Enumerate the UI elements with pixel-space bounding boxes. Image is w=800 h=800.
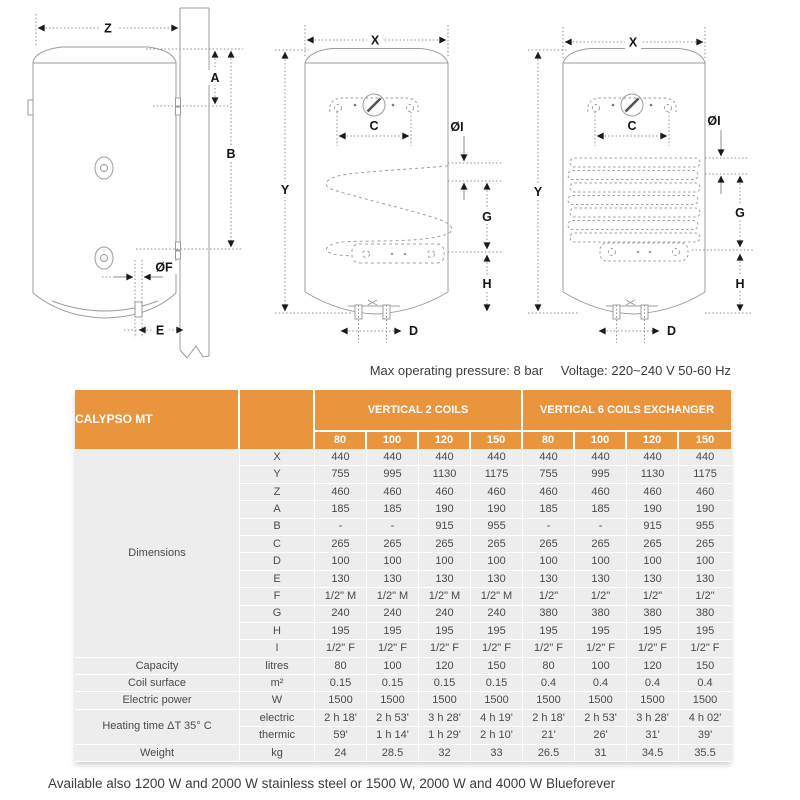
value-cell: 440: [367, 449, 419, 466]
value-cell: 1/2": [627, 588, 679, 605]
value-cell: 130: [575, 571, 627, 588]
value-cell: 100: [679, 553, 731, 570]
value-cell: 190: [679, 501, 731, 518]
value-cell: 100: [471, 553, 523, 570]
value-cell: 190: [627, 501, 679, 518]
value-cell: 240: [419, 606, 471, 623]
value-cell: 195: [367, 623, 419, 640]
value-cell: 1/2" F: [627, 640, 679, 657]
dim-label-e: E: [155, 323, 165, 338]
value-cell: 3 h 28': [419, 710, 471, 727]
value-cell: 1/2" F: [471, 640, 523, 657]
value-cell: 195: [523, 623, 575, 640]
value-cell: 120: [419, 658, 471, 675]
value-cell: 130: [679, 571, 731, 588]
dim-label-h: H: [482, 277, 492, 291]
unit-cell: X: [240, 449, 315, 466]
unit-cell: kg: [240, 745, 315, 762]
value-cell: 130: [315, 571, 367, 588]
value-cell: 2 h 10': [471, 727, 523, 744]
value-cell: 195: [679, 623, 731, 640]
value-cell: 1/2" F: [523, 640, 575, 657]
value-cell: 995: [367, 466, 419, 483]
dim-label-c: C: [627, 119, 637, 133]
value-cell: 955: [679, 519, 731, 536]
value-cell: 0.15: [471, 675, 523, 692]
size-header: 120: [627, 432, 679, 449]
value-cell: 1500: [575, 692, 627, 709]
value-cell: 31: [575, 745, 627, 762]
spec-table: [75, 390, 731, 762]
value-cell: 190: [419, 501, 471, 518]
dim-label-g: G: [735, 206, 745, 220]
size-header: 150: [679, 432, 731, 449]
value-cell: 130: [627, 571, 679, 588]
value-cell: 380: [575, 606, 627, 623]
value-cell: 0.4: [627, 675, 679, 692]
row-label: Dimensions: [75, 449, 240, 658]
value-cell: 4 h 19': [471, 710, 523, 727]
value-cell: 21': [523, 727, 575, 744]
value-cell: 34.5: [627, 745, 679, 762]
max-pressure-text: Max operating pressure: 8 bar: [369, 363, 544, 378]
value-cell: 80: [315, 658, 367, 675]
unit-cell: G: [240, 606, 315, 623]
value-cell: 59': [315, 727, 367, 744]
unit-cell: E: [240, 571, 315, 588]
value-cell: 185: [367, 501, 419, 518]
value-cell: 1500: [419, 692, 471, 709]
operating-conditions-note: [0, 363, 731, 378]
row-label: Coil surface: [75, 675, 240, 692]
value-cell: 1/2" F: [679, 640, 731, 657]
technical-drawings: [0, 0, 800, 386]
value-cell: 1/2" M: [315, 588, 367, 605]
value-cell: 460: [315, 484, 367, 501]
value-cell: 195: [419, 623, 471, 640]
wall-bracket-top: [176, 98, 181, 106]
value-cell: 240: [471, 606, 523, 623]
value-cell: 1/2" F: [315, 640, 367, 657]
value-cell: 1 h 29': [419, 727, 471, 744]
value-cell: 440: [679, 449, 731, 466]
front-view-2coils-diagram: [275, 25, 503, 343]
unit-cell: D: [240, 553, 315, 570]
value-cell: 440: [419, 449, 471, 466]
value-cell: 195: [627, 623, 679, 640]
dim-label-x: X: [628, 35, 638, 50]
value-cell: 39': [679, 727, 731, 744]
value-cell: 955: [471, 519, 523, 536]
dim-label-z: Z: [104, 21, 112, 36]
value-cell: 440: [471, 449, 523, 466]
value-cell: 150: [471, 658, 523, 675]
value-cell: 1/2" F: [575, 640, 627, 657]
value-cell: 100: [367, 658, 419, 675]
availability-note: Available also 1200 W and 2000 W stainless steel or 1500 W, 2000 W and 4000 W Blueforever: [48, 776, 616, 791]
value-cell: 460: [471, 484, 523, 501]
value-cell: 80: [523, 658, 575, 675]
value-cell: 440: [523, 449, 575, 466]
value-cell: 1500: [367, 692, 419, 709]
value-cell: 1/2": [679, 588, 731, 605]
value-cell: 1500: [523, 692, 575, 709]
value-cell: 130: [523, 571, 575, 588]
value-cell: 3 h 28': [627, 710, 679, 727]
row-label: Weight: [75, 745, 240, 762]
value-cell: 1/2" F: [367, 640, 419, 657]
value-cell: 380: [627, 606, 679, 623]
table-row: [75, 658, 731, 675]
value-cell: 32: [419, 745, 471, 762]
size-header: 80: [523, 432, 575, 449]
unit-cell: m²: [240, 675, 315, 692]
value-cell: 130: [471, 571, 523, 588]
value-cell: 24: [315, 745, 367, 762]
group-header-2coils: VERTICAL 2 COILS: [315, 390, 523, 432]
table-row: [75, 675, 731, 692]
value-cell: -: [367, 519, 419, 536]
value-cell: 0.15: [315, 675, 367, 692]
unit-cell: Z: [240, 484, 315, 501]
value-cell: 240: [315, 606, 367, 623]
value-cell: 185: [523, 501, 575, 518]
value-cell: 0.4: [679, 675, 731, 692]
value-cell: 440: [315, 449, 367, 466]
table-row: [75, 449, 731, 466]
size-header: 80: [315, 432, 367, 449]
value-cell: 1130: [419, 466, 471, 483]
value-cell: 130: [367, 571, 419, 588]
value-cell: 2 h 53': [575, 710, 627, 727]
dim-label-a: A: [210, 71, 220, 85]
value-cell: 1500: [315, 692, 367, 709]
size-header: 120: [419, 432, 471, 449]
value-cell: 185: [315, 501, 367, 518]
value-cell: 1/2": [523, 588, 575, 605]
value-cell: 1/2" F: [419, 640, 471, 657]
value-cell: 4 h 02': [679, 710, 731, 727]
value-cell: 460: [679, 484, 731, 501]
value-cell: 460: [575, 484, 627, 501]
unit-column-header: [240, 390, 315, 449]
value-cell: 1 h 14': [367, 727, 419, 744]
value-cell: 915: [419, 519, 471, 536]
unit-cell: Y: [240, 466, 315, 483]
value-cell: 120: [627, 658, 679, 675]
value-cell: 190: [471, 501, 523, 518]
size-header: 100: [575, 432, 627, 449]
value-cell: 1/2" M: [419, 588, 471, 605]
value-cell: 460: [627, 484, 679, 501]
value-cell: -: [315, 519, 367, 536]
value-cell: 1175: [471, 466, 523, 483]
value-cell: 755: [315, 466, 367, 483]
unit-cell: F: [240, 588, 315, 605]
unit-cell: A: [240, 501, 315, 518]
value-cell: 100: [575, 658, 627, 675]
value-cell: 240: [367, 606, 419, 623]
value-cell: 2 h 18': [315, 710, 367, 727]
tank-2coils: [305, 49, 448, 320]
value-cell: 150: [679, 658, 731, 675]
wall: [180, 8, 209, 358]
value-cell: 265: [367, 536, 419, 553]
dim-label-y: Y: [280, 183, 290, 197]
table-row: [75, 692, 731, 709]
row-label: Heating time ΔT 35° C: [75, 710, 240, 745]
value-cell: 380: [679, 606, 731, 623]
dim-label-of: ØF: [155, 260, 173, 275]
table-header-row: [75, 390, 731, 432]
value-cell: 100: [627, 553, 679, 570]
dim-label-g: G: [482, 210, 492, 224]
dim-label-d: D: [409, 324, 419, 338]
value-cell: 33: [471, 745, 523, 762]
value-cell: -: [523, 519, 575, 536]
value-cell: 195: [315, 623, 367, 640]
value-cell: 0.4: [575, 675, 627, 692]
size-header: 150: [471, 432, 523, 449]
table-row: [75, 710, 731, 727]
value-cell: 1500: [627, 692, 679, 709]
value-cell: 2 h 53': [367, 710, 419, 727]
value-cell: 1130: [627, 466, 679, 483]
group-header-6coils: VERTICAL 6 COILS EXCHANGER: [523, 390, 731, 432]
dim-label-h: H: [735, 277, 745, 291]
side-tab: [28, 100, 33, 115]
row-label: Capacity: [75, 658, 240, 675]
value-cell: 265: [523, 536, 575, 553]
unit-cell: I: [240, 640, 315, 657]
value-cell: 755: [523, 466, 575, 483]
value-cell: 100: [367, 553, 419, 570]
value-cell: 1175: [679, 466, 731, 483]
value-cell: 0.4: [523, 675, 575, 692]
value-cell: 35.5: [679, 745, 731, 762]
value-cell: 1/2" M: [471, 588, 523, 605]
value-cell: 26.5: [523, 745, 575, 762]
unit-cell: B: [240, 519, 315, 536]
dim-label-x: X: [370, 33, 380, 48]
value-cell: 0.15: [419, 675, 471, 692]
product-name: CALYPSO MT: [75, 390, 240, 449]
value-cell: -: [575, 519, 627, 536]
voltage-text: Voltage: 220~240 V 50-60 Hz: [560, 363, 731, 378]
dim-label-oi: ØI: [450, 120, 464, 134]
value-cell: 265: [575, 536, 627, 553]
value-cell: 195: [471, 623, 523, 640]
bottom-pipe: [135, 302, 142, 317]
value-cell: 460: [523, 484, 575, 501]
value-cell: 1500: [679, 692, 731, 709]
value-cell: 2 h 18': [523, 710, 575, 727]
value-cell: 265: [419, 536, 471, 553]
value-cell: 460: [367, 484, 419, 501]
spec-table-body: [75, 449, 731, 762]
value-cell: 31': [627, 727, 679, 744]
table-row: [75, 745, 731, 762]
value-cell: 380: [523, 606, 575, 623]
tank-6coils: [563, 49, 705, 320]
value-cell: 460: [419, 484, 471, 501]
value-cell: 265: [679, 536, 731, 553]
dim-label-c: C: [369, 119, 379, 133]
value-cell: 1/2": [575, 588, 627, 605]
value-cell: 1/2" M: [367, 588, 419, 605]
value-cell: 440: [575, 449, 627, 466]
row-label: Electric power: [75, 692, 240, 709]
unit-cell: W: [240, 692, 315, 709]
value-cell: 0.15: [367, 675, 419, 692]
value-cell: 100: [315, 553, 367, 570]
value-cell: 440: [627, 449, 679, 466]
dim-label-oi: ØI: [707, 114, 721, 128]
unit-cell: C: [240, 536, 315, 553]
size-header: 100: [367, 432, 419, 449]
value-cell: 265: [315, 536, 367, 553]
value-cell: 130: [419, 571, 471, 588]
value-cell: 100: [419, 553, 471, 570]
dim-label-y: Y: [533, 185, 543, 199]
value-cell: 995: [575, 466, 627, 483]
unit-cell: litres: [240, 658, 315, 675]
dim-label-b: B: [226, 147, 236, 161]
dim-label-d: D: [667, 324, 677, 338]
value-cell: 185: [575, 501, 627, 518]
value-cell: 1500: [471, 692, 523, 709]
value-cell: 100: [575, 553, 627, 570]
unit-cell: electric: [240, 710, 315, 727]
value-cell: 26': [575, 727, 627, 744]
value-cell: 100: [523, 553, 575, 570]
unit-cell: H: [240, 623, 315, 640]
front-view-6coils-diagram: [528, 27, 753, 343]
value-cell: 195: [575, 623, 627, 640]
value-cell: 265: [471, 536, 523, 553]
value-cell: 915: [627, 519, 679, 536]
unit-cell: thermic: [240, 727, 315, 744]
side-view-diagram: [28, 8, 243, 358]
value-cell: 28.5: [367, 745, 419, 762]
value-cell: 265: [627, 536, 679, 553]
